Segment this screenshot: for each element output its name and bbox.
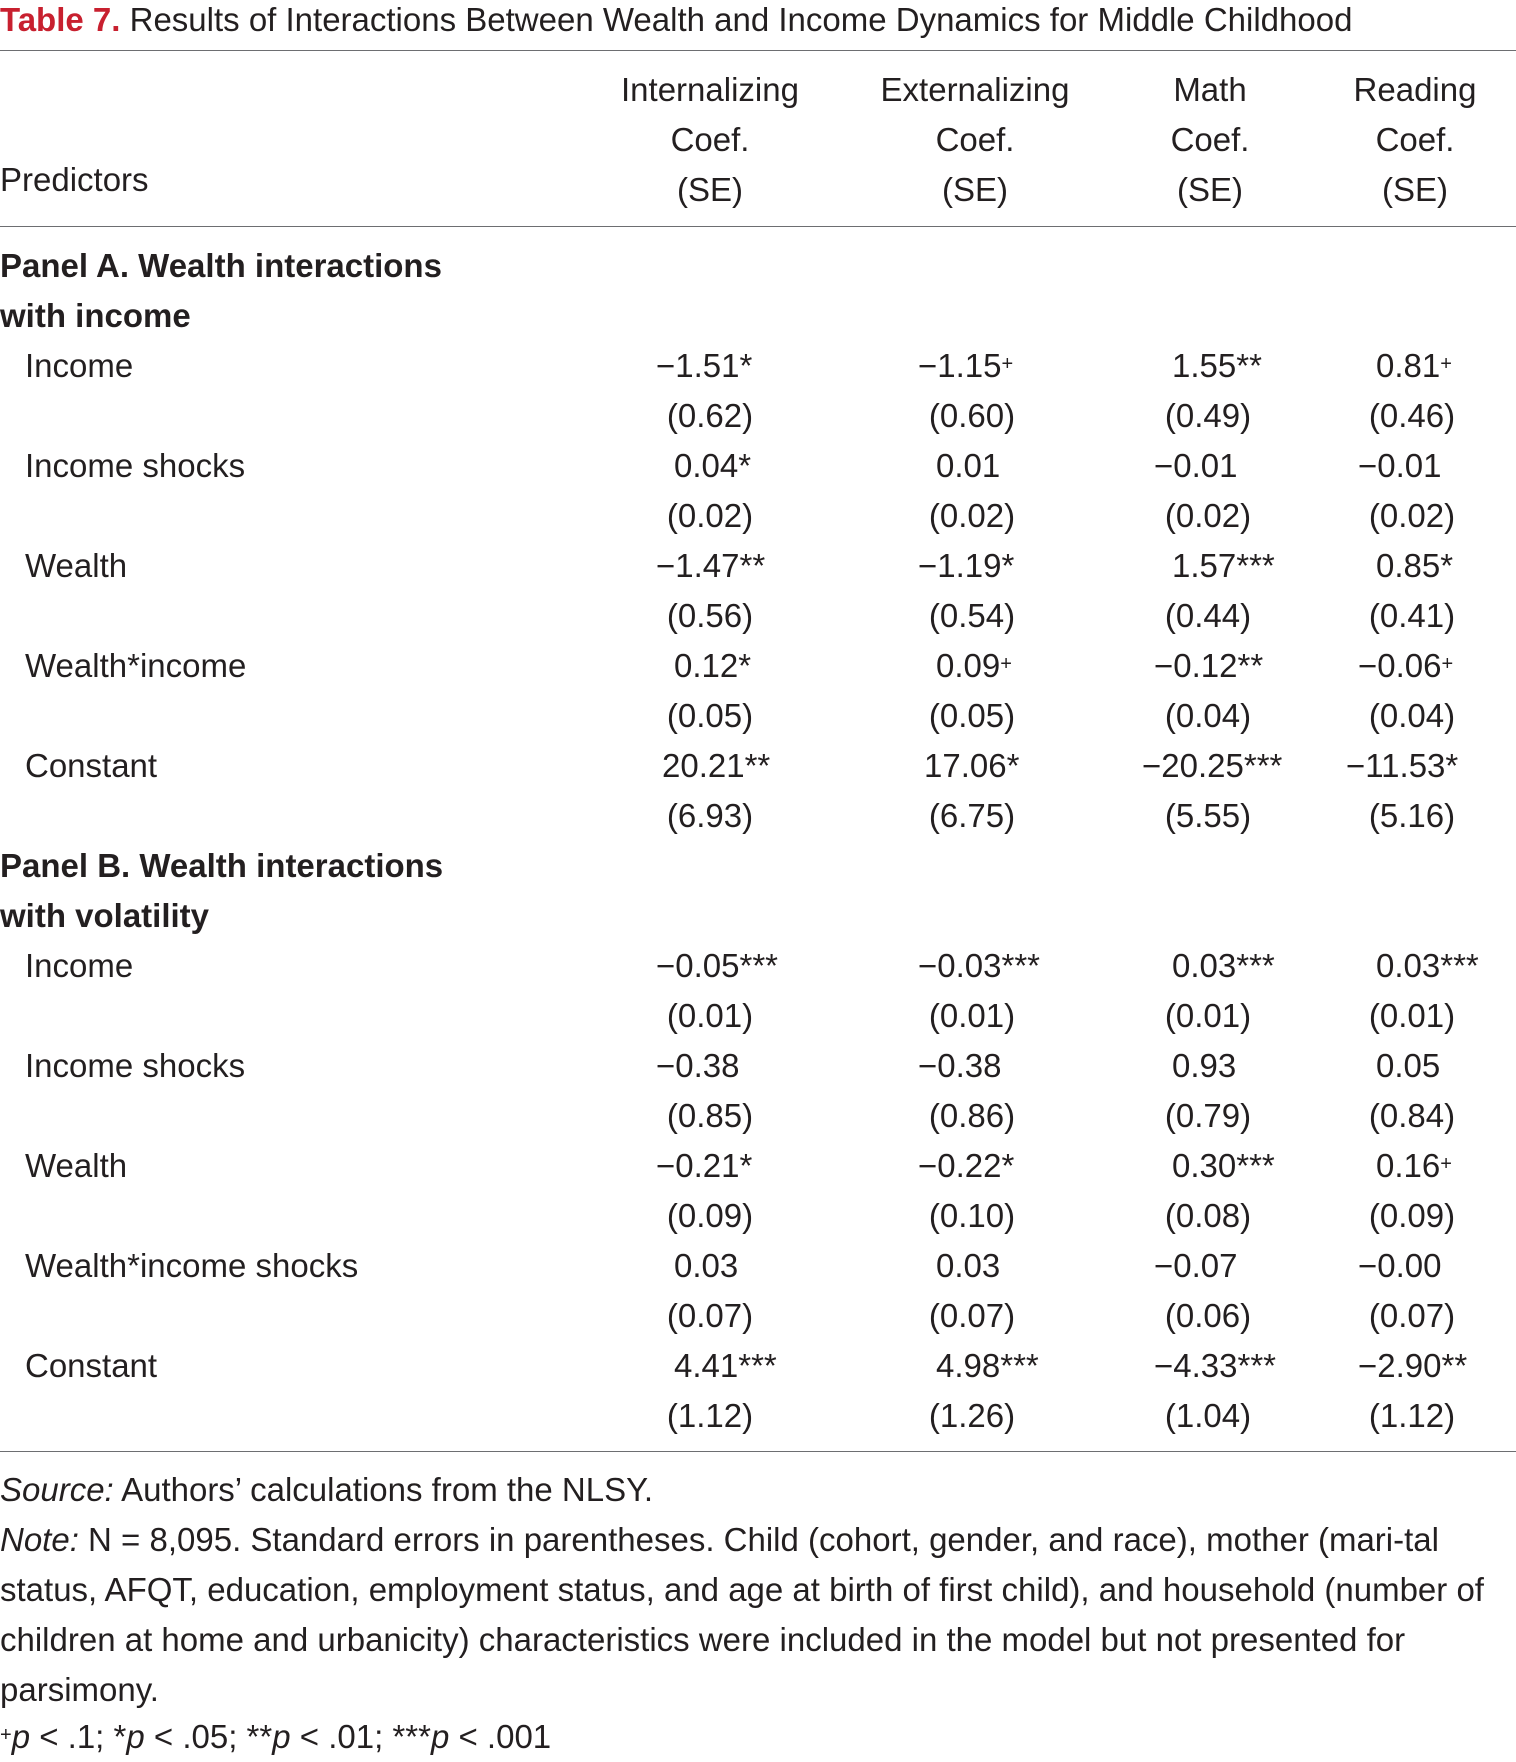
table-title	[0, 0, 1352, 40]
significance-mark: ***	[1001, 947, 1041, 984]
coef-cell	[1172, 341, 1262, 391]
predictor-label: Income shocks	[25, 447, 246, 484]
coef-cell	[1346, 741, 1458, 791]
coef-value: 17.06	[924, 747, 1007, 784]
significance-mark: **	[744, 747, 771, 784]
header-externalizing	[850, 65, 1100, 215]
header-col-name: Internalizing	[621, 71, 799, 108]
header-col-coef: Coef.	[935, 121, 1015, 158]
table-number: Table 7.	[0, 1, 121, 38]
predictor-label: Wealth*income shocks	[25, 1247, 359, 1284]
se-row	[0, 691, 1516, 741]
coef-value: 4.98	[936, 1347, 1001, 1384]
coef-value: 0.05	[1376, 1047, 1441, 1084]
coef-cell	[656, 1041, 740, 1091]
significance-mark: ***	[1440, 947, 1479, 984]
coef-value: −1.51	[656, 347, 740, 384]
coef-cell	[674, 641, 751, 691]
coef-value: 0.16	[1376, 1147, 1441, 1184]
se-cell: (0.79)	[1164, 1097, 1252, 1134]
se-cell: (0.01)	[666, 997, 754, 1034]
se-cell: (0.85)	[666, 1097, 754, 1134]
coef-value: 0.81	[1376, 347, 1441, 384]
header-col-se: (SE)	[677, 171, 743, 208]
coef-value: −0.03	[918, 947, 1002, 984]
coef-cell	[936, 1341, 1039, 1391]
se-cell: (0.02)	[1164, 497, 1252, 534]
coef-value: 0.09	[936, 647, 1001, 684]
coef-cell	[656, 541, 765, 591]
coef-value: 0.93	[1172, 1047, 1237, 1084]
coef-cell	[1154, 441, 1238, 491]
se-cell: (0.62)	[666, 397, 754, 434]
coef-cell	[1142, 741, 1282, 791]
header-internalizing	[590, 65, 830, 215]
se-cell: (6.93)	[666, 797, 754, 834]
se-row	[0, 791, 1516, 841]
significance-mark: *	[1445, 747, 1459, 784]
se-cell: (1.12)	[666, 1397, 754, 1434]
se-cell: (6.75)	[928, 797, 1016, 834]
coef-value: 0.85	[1376, 547, 1441, 584]
legend-p: p	[126, 1718, 145, 1755]
table-title-text: Results of Interactions Between Wealth and Income Dynamics for Middle Childhood	[129, 1, 1353, 38]
predictor-label: Wealth*income	[25, 647, 247, 684]
coef-cell	[656, 941, 778, 991]
significance-mark: *	[1006, 747, 1020, 784]
se-row	[0, 1091, 1516, 1141]
se-row	[0, 491, 1516, 541]
source-text: Authors’ calculations from the NLSY.	[113, 1471, 654, 1508]
header-col-name: Reading	[1353, 71, 1477, 108]
se-cell: (0.07)	[928, 1297, 1016, 1334]
coef-cell	[1172, 941, 1275, 991]
coef-value: −0.07	[1154, 1247, 1238, 1284]
coef-cell	[918, 941, 1040, 991]
note-paragraph	[0, 1515, 1512, 1715]
header-rule	[0, 226, 1516, 227]
coef-cell	[1376, 541, 1453, 591]
table-row	[0, 741, 1516, 791]
coef-cell	[656, 1141, 752, 1191]
coef-cell	[936, 441, 1000, 491]
legend-p: p	[11, 1718, 31, 1755]
header-math	[1130, 65, 1290, 215]
coef-value: −20.25	[1142, 747, 1244, 784]
significance-mark: *	[1440, 547, 1454, 584]
se-cell: (0.08)	[1164, 1197, 1252, 1234]
legend-mark: **	[246, 1718, 273, 1755]
coef-cell	[1172, 1141, 1275, 1191]
significance-mark: **	[1237, 647, 1264, 684]
header-reading	[1315, 65, 1515, 215]
se-cell: (0.06)	[1164, 1297, 1252, 1334]
header-col-se: (SE)	[942, 171, 1008, 208]
significance-mark: ***	[1236, 1147, 1275, 1184]
se-cell: (0.09)	[666, 1197, 754, 1234]
coef-value: 4.41	[674, 1347, 739, 1384]
significance-mark: *	[1001, 547, 1015, 584]
panel-title: with volatility	[0, 897, 210, 934]
significance-mark: *	[1001, 1147, 1015, 1184]
coef-value: −0.21	[656, 1147, 740, 1184]
header-col-name: Externalizing	[880, 71, 1070, 108]
panel-title: Panel B. Wealth interactions	[0, 847, 444, 884]
significance-mark: +	[1001, 353, 1014, 375]
coef-value: −0.01	[1154, 447, 1238, 484]
coef-cell	[1358, 641, 1453, 691]
coef-cell	[1172, 541, 1275, 591]
se-cell: (0.44)	[1164, 597, 1252, 634]
coef-cell	[918, 1141, 1014, 1191]
top-rule	[0, 50, 1516, 51]
header-predictors: Predictors	[0, 161, 149, 198]
table-row	[0, 541, 1516, 591]
table-row	[0, 341, 1516, 391]
significance-mark: ***	[739, 947, 779, 984]
se-cell: (0.09)	[1368, 1197, 1456, 1234]
bottom-rule	[0, 1451, 1516, 1452]
coef-cell	[1376, 941, 1479, 991]
significance-mark: **	[1441, 1347, 1468, 1384]
se-cell: (0.05)	[666, 697, 754, 734]
significance-mark: *	[739, 1147, 753, 1184]
legend-threshold: < .05;	[144, 1718, 247, 1755]
se-row	[0, 1291, 1516, 1341]
legend-threshold: < .01;	[290, 1718, 393, 1755]
coef-value: −0.00	[1358, 1247, 1442, 1284]
coef-value: 0.30	[1172, 1147, 1237, 1184]
significance-mark: +	[1440, 353, 1452, 375]
significance-mark: *	[738, 647, 752, 684]
se-cell: (0.46)	[1368, 397, 1456, 434]
significance-mark: +	[1441, 653, 1454, 675]
table-row	[0, 1041, 1516, 1091]
header-col-se: (SE)	[1177, 171, 1243, 208]
coef-cell	[656, 341, 752, 391]
significance-mark: *	[738, 447, 752, 484]
legend-threshold: < .001	[449, 1718, 552, 1755]
coef-value: 0.03	[674, 1247, 739, 1284]
predictor-label: Wealth	[25, 547, 128, 584]
table-row	[0, 441, 1516, 491]
source-note	[0, 1465, 1512, 1515]
coef-value: −0.06	[1358, 647, 1442, 684]
significance-mark: ***	[1000, 1347, 1039, 1384]
legend-mark: *	[113, 1718, 127, 1755]
coef-cell	[674, 1341, 777, 1391]
coef-cell	[1376, 341, 1452, 391]
se-cell: (0.54)	[928, 597, 1016, 634]
significance-mark: **	[1236, 347, 1262, 384]
se-cell: (0.86)	[928, 1097, 1016, 1134]
significance-mark: ***	[1236, 547, 1275, 584]
se-cell: (0.07)	[1368, 1297, 1456, 1334]
coef-value: −0.12	[1154, 647, 1238, 684]
coef-value: 0.03	[1172, 947, 1237, 984]
coef-cell	[1358, 441, 1442, 491]
significance-mark: ***	[1236, 947, 1275, 984]
coef-value: −0.22	[918, 1147, 1002, 1184]
predictor-label: Income	[25, 347, 134, 384]
se-cell: (5.16)	[1368, 797, 1456, 834]
coef-value: 0.03	[936, 1247, 1001, 1284]
se-cell: (0.02)	[928, 497, 1016, 534]
header-col-coef: Coef.	[670, 121, 750, 158]
note-text: N = 8,095. Standard errors in parentheses. Child (cohort, gender, and race), mother (mari-tal status, AFQT, education, employment status, and age at birth of first child), and household (number of children at home and urbanicity) characteristics were included in the model but not presented for parsimony.	[0, 1521, 1484, 1708]
legend-p: p	[430, 1718, 450, 1755]
panel-title: Panel A. Wealth interactions	[0, 247, 442, 284]
se-cell: (1.26)	[928, 1397, 1016, 1434]
table-row	[0, 1341, 1516, 1391]
se-cell: (0.01)	[1368, 997, 1456, 1034]
legend-threshold: < .1;	[30, 1718, 114, 1755]
table-row	[0, 941, 1516, 991]
coef-value: 0.04	[674, 447, 739, 484]
coef-cell	[918, 541, 1014, 591]
coef-cell	[1154, 1241, 1238, 1291]
predictor-label: Income	[25, 947, 134, 984]
header-col-se: (SE)	[1382, 171, 1448, 208]
table-footer	[0, 1465, 1512, 1515]
predictor-label: Income shocks	[25, 1047, 246, 1084]
se-cell: (0.02)	[1368, 497, 1456, 534]
coef-value: −1.15	[918, 347, 1002, 384]
source-label: Source:	[0, 1471, 114, 1508]
se-row	[0, 1191, 1516, 1241]
significance-mark: +	[1440, 1153, 1452, 1175]
coef-value: 1.55	[1172, 347, 1237, 384]
predictor-label: Constant	[25, 747, 158, 784]
se-cell: (5.55)	[1164, 797, 1252, 834]
panel-title: with income	[0, 297, 191, 334]
se-cell: (0.84)	[1368, 1097, 1456, 1134]
se-row	[0, 1391, 1516, 1441]
se-row	[0, 591, 1516, 641]
se-cell: (1.12)	[1368, 1397, 1456, 1434]
legend-mark: ***	[392, 1718, 431, 1755]
header-col-coef: Coef.	[1170, 121, 1250, 158]
se-cell: (0.01)	[1164, 997, 1252, 1034]
se-cell: (0.04)	[1164, 697, 1252, 734]
coef-cell	[1376, 1041, 1440, 1091]
coef-cell	[662, 741, 770, 791]
coef-cell	[1154, 1341, 1276, 1391]
note-block	[0, 1515, 1512, 1715]
se-cell: (0.02)	[666, 497, 754, 534]
coef-value: −0.05	[656, 947, 740, 984]
se-cell: (0.10)	[928, 1197, 1016, 1234]
se-cell: (0.04)	[1368, 697, 1456, 734]
se-row	[0, 391, 1516, 441]
table-row	[0, 641, 1516, 691]
significance-mark: **	[739, 547, 766, 584]
se-cell: (0.05)	[928, 697, 1016, 734]
coef-cell	[918, 341, 1013, 391]
header-col-coef: Coef.	[1375, 121, 1455, 158]
coef-value: −0.38	[918, 1047, 1002, 1084]
significance-mark: ***	[1237, 1347, 1277, 1384]
coef-cell	[1376, 1141, 1452, 1191]
table-row	[0, 1241, 1516, 1291]
se-cell: (1.04)	[1164, 1397, 1252, 1434]
se-cell: (0.01)	[928, 997, 1016, 1034]
table-row	[0, 1141, 1516, 1191]
coef-value: 1.57	[1172, 547, 1237, 584]
coef-value: −0.38	[656, 1047, 740, 1084]
coef-value: 0.01	[936, 447, 1001, 484]
coef-cell	[1172, 1041, 1236, 1091]
significance-mark: +	[1000, 653, 1012, 675]
coef-value: 0.12	[674, 647, 739, 684]
coef-cell	[936, 1241, 1000, 1291]
significance-legend	[0, 1712, 551, 1762]
coef-value: 20.21	[662, 747, 745, 784]
coef-cell	[1358, 1341, 1467, 1391]
se-cell: (0.07)	[666, 1297, 754, 1334]
coef-cell	[936, 641, 1012, 691]
predictor-label: Constant	[25, 1347, 158, 1384]
coef-value: 0.03	[1376, 947, 1441, 984]
coef-value: −2.90	[1358, 1347, 1442, 1384]
se-cell: (0.49)	[1164, 397, 1252, 434]
legend-mark: +	[0, 1724, 12, 1746]
note-label: Note:	[0, 1521, 79, 1558]
coef-value: −1.19	[918, 547, 1002, 584]
coef-cell	[918, 1041, 1002, 1091]
coef-cell	[674, 441, 751, 491]
coef-cell	[1358, 1241, 1442, 1291]
coef-value: −1.47	[656, 547, 740, 584]
coef-value: −4.33	[1154, 1347, 1238, 1384]
legend-p: p	[272, 1718, 291, 1755]
se-row	[0, 991, 1516, 1041]
significance-mark: ***	[1243, 747, 1283, 784]
se-cell: (0.41)	[1368, 597, 1456, 634]
coef-value: −0.01	[1358, 447, 1442, 484]
significance-mark: ***	[738, 1347, 777, 1384]
se-cell: (0.56)	[666, 597, 754, 634]
coef-value: −11.53	[1346, 747, 1446, 784]
coef-cell	[674, 1241, 738, 1291]
se-cell: (0.60)	[928, 397, 1016, 434]
predictor-label: Wealth	[25, 1147, 128, 1184]
header-col-name: Math	[1173, 71, 1247, 108]
coef-cell	[924, 741, 1019, 791]
significance-mark: *	[739, 347, 753, 384]
coef-cell	[1154, 641, 1263, 691]
